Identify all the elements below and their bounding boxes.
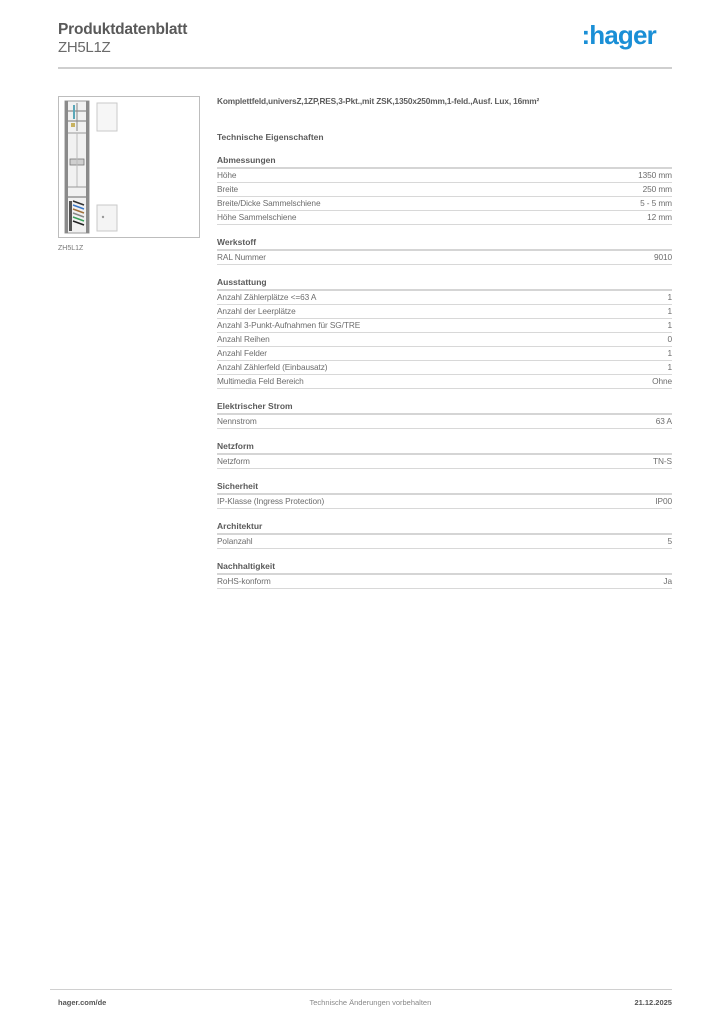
property-value: 5 - 5 mm [640,198,672,208]
property-value: 12 mm [647,212,672,222]
property-value: 63 A [655,416,672,426]
technical-properties-title: Technische Eigenschaften [217,132,324,142]
property-row [217,375,672,389]
section-title: Architektur [217,520,672,535]
property-value: 1 [667,320,672,330]
property-label: Anzahl Reihen [217,334,270,344]
section-title: Werkstoff [217,236,672,251]
section-abmessungen [217,154,672,225]
product-code: ZH5L1Z [58,39,111,56]
footer-website-link[interactable]: hager.com/de [58,998,107,1007]
product-image [58,96,200,238]
meter-cabinet-image-icon [59,97,199,237]
property-label: Multimedia Feld Bereich [217,376,304,386]
property-label: Polanzahl [217,536,253,546]
property-row [217,169,672,183]
property-value: 1 [667,306,672,316]
property-label: Höhe Sammelschiene [217,212,297,222]
page-footer [58,998,672,1007]
property-row [217,197,672,211]
property-row [217,291,672,305]
section-sicherheit [217,480,672,509]
property-row [217,211,672,225]
section-ausstattung [217,276,672,389]
property-label: Netzform [217,456,250,466]
property-value: 1 [667,292,672,302]
image-caption: ZH5L1Z [58,245,84,252]
property-label: Breite [217,184,239,194]
property-row [217,535,672,549]
property-value: TN-S [653,456,672,466]
property-label: Nennstrom [217,416,257,426]
property-row [217,319,672,333]
document-title: Produktdatenblatt [58,21,188,38]
section-title: Nachhaltigkeit [217,560,672,575]
property-label: Anzahl der Leerplätze [217,306,296,316]
page-header [58,20,672,56]
property-value: 1 [667,362,672,372]
section-nachhaltigkeit [217,560,672,589]
property-value: 250 mm [642,184,672,194]
property-value: 0 [667,334,672,344]
property-value: Ohne [652,376,672,386]
property-row [217,305,672,319]
property-label: Anzahl Felder [217,348,267,358]
section-title: Elektrischer Strom [217,400,672,415]
property-label: RAL Nummer [217,252,266,262]
footer-disclaimer: Technische Änderungen vorbehalten [309,998,432,1007]
property-label: Anzahl Zählerplätze <=63 A [217,292,317,302]
property-value: 9010 [653,252,672,262]
property-label: Anzahl 3-Punkt-Aufnahmen für SG/TRE [217,320,361,330]
property-label: RoHS-konform [217,576,271,586]
property-row [217,415,672,429]
property-row [217,575,672,589]
product-description: Komplettfeld,universZ,1ZP,RES,3-Pkt.,mit ZSK,1350x250mm,1-feld.,Ausf. Lux, 16mm² [217,96,540,106]
property-row [217,347,672,361]
property-value: Ja [663,576,672,586]
property-row [217,333,672,347]
property-label: Anzahl Zählerfeld (Einbausatz) [217,362,328,372]
property-value: IP00 [655,496,672,506]
property-label: IP-Klasse (Ingress Protection) [217,496,325,506]
section-elektrischer-strom [217,400,672,429]
property-row [217,361,672,375]
section-netzform [217,440,672,469]
property-label: Breite/Dicke Sammelschiene [217,198,321,208]
section-title: Netzform [217,440,672,455]
section-title: Abmessungen [217,154,672,169]
footer-date: 21.12.2025 [634,998,672,1007]
property-row [217,455,672,469]
property-value: 1350 mm [638,170,672,180]
section-title: Sicherheit [217,480,672,495]
property-row [217,495,672,509]
property-row [217,251,672,265]
property-row [217,183,672,197]
footer-divider [50,989,672,990]
section-architektur [217,520,672,549]
hager-logo: :hager [581,20,656,50]
section-werkstoff [217,236,672,265]
property-value: 5 [667,536,672,546]
header-divider [58,67,672,69]
section-title: Ausstattung [217,276,672,291]
property-label: Höhe [217,170,237,180]
product-details [217,95,672,589]
property-value: 1 [667,348,672,358]
